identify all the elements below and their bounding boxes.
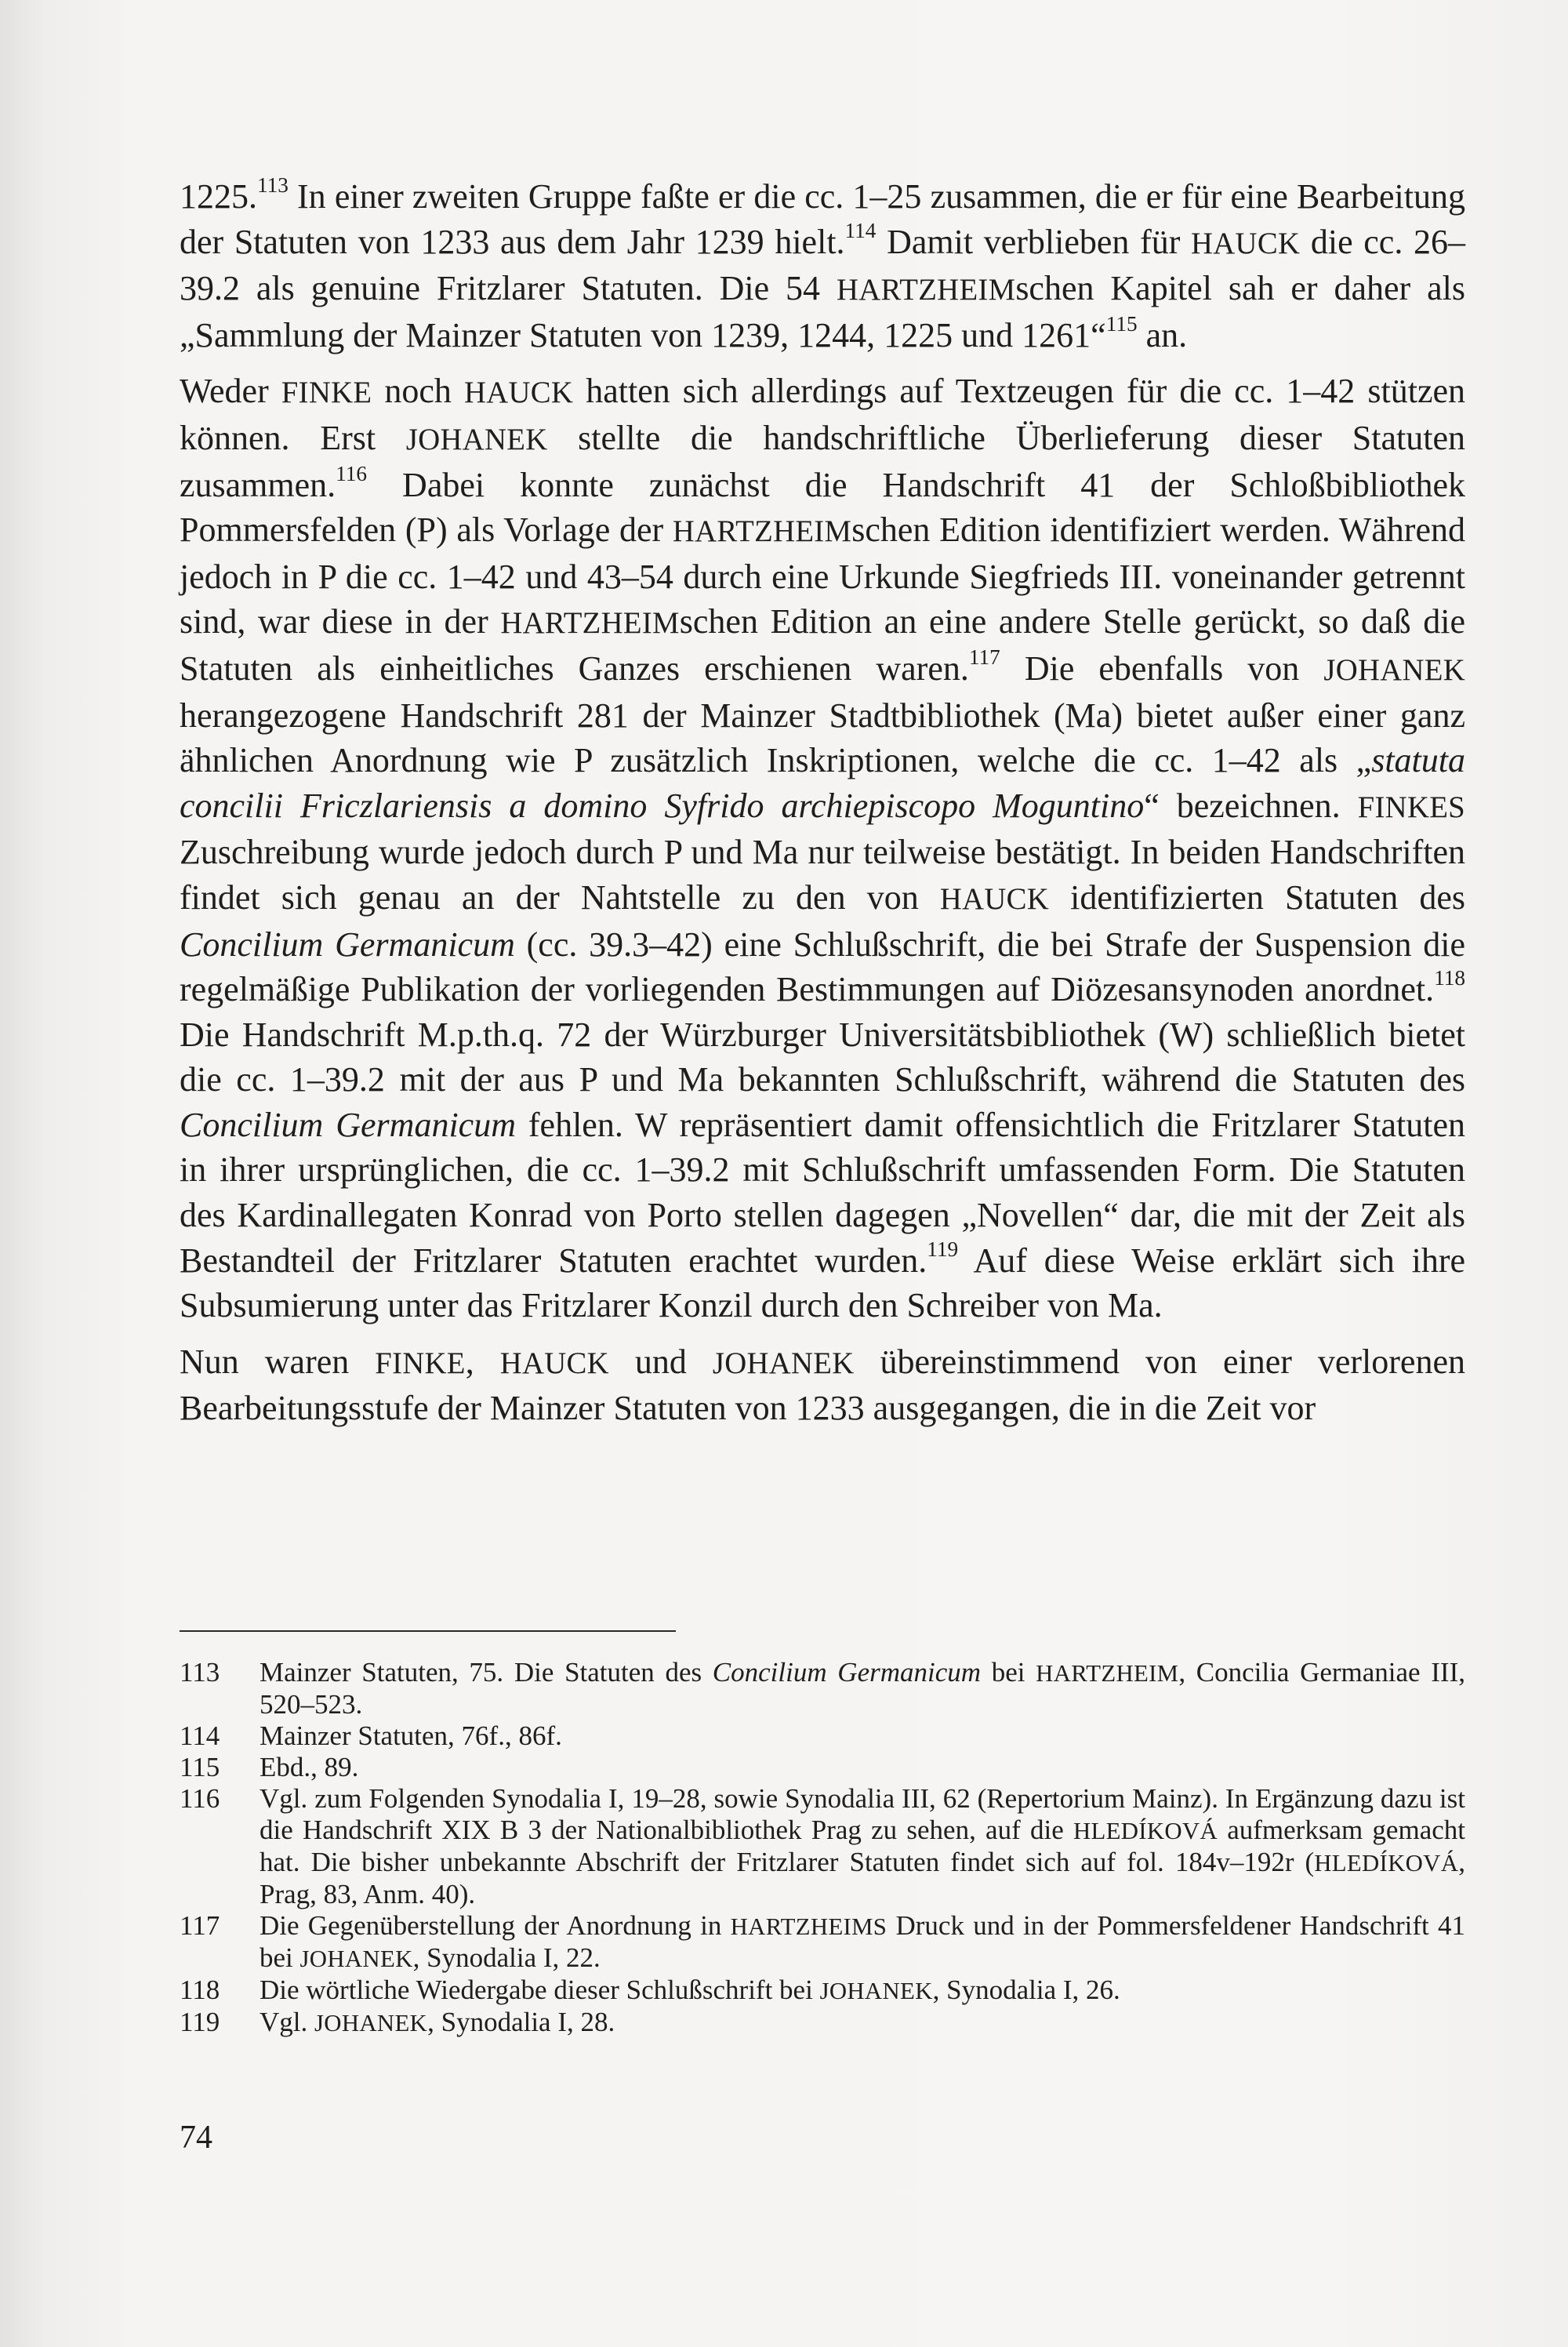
author-name: HAUCK [939, 881, 1049, 916]
author-name: HARTZHEIM [672, 514, 852, 549]
footnote-ref-113: 113 [257, 173, 289, 198]
text-run: schen Kapitel sah er daher als „Sammlung der Mainzer Statuten von 1239, 1244, 1225 und 1261“ [180, 269, 1465, 354]
paragraph-2 [180, 369, 1465, 1328]
footnote-text: Mainzer Statuten, 76f., 86f. [260, 1720, 562, 1751]
main-text [180, 174, 1465, 1442]
author-name: HARTZHEIM [1036, 1660, 1179, 1687]
text-run: Mainzer Statuten, 75. Die Statuten des [260, 1657, 713, 1688]
footnote-text [260, 1783, 1465, 1910]
footnote-text [260, 2007, 1465, 2039]
text-run: und [608, 1342, 713, 1381]
author-name: JOHANEK [314, 2010, 428, 2036]
text-run: , Synodalia I, 22. [412, 1942, 601, 1973]
text-run: (cc. 39.3–42) eine Schlußschrift, die bei Strafe der Suspension die regelmäßige Publikation der vorliegenden Bestimmungen auf Diözesansynoden anordnet. [180, 925, 1466, 1009]
author-name: JOHANEK [299, 1946, 413, 1972]
text-run: übereinstimmend von einer verlorenen Bearbeitungsstufe der Mainzer Statuten von 1233 ausgegangen, die in die Zeit vor [180, 1342, 1465, 1428]
author-name: JOHANEK [1323, 652, 1465, 687]
author-name: HLEDÍKOVÁ [1073, 1818, 1218, 1844]
text-run: Die Handschrift M.p.th.q. 72 der Würzburger Universitätsbibliothek (W) schließlich bietet die cc. 1–39.2 mit der aus P und Ma bekannten Schlußschrift, während die Statuten des [180, 1015, 1465, 1099]
latin-quote: statuta concilii Friczlariensis a domino Syfrido archiepiscopo Moguntino [180, 741, 1465, 825]
author-name: JOHANEK [819, 1978, 933, 2004]
author-name: HAUCK [1191, 226, 1301, 260]
text-run: an. [1137, 315, 1188, 354]
author-name: HLEDÍKOVÁ [1314, 1850, 1459, 1877]
text-run: Die ebenfalls von [1000, 649, 1324, 688]
text-run: Damit verblieben für [876, 222, 1192, 261]
footnote-number: 119 [180, 2007, 220, 2037]
footnote-ref-119: 119 [927, 1237, 959, 1261]
text-run: , Synodalia I, 26. [932, 1975, 1120, 2005]
author-name: HARTZHEIMS [730, 1913, 887, 1940]
author-name: FINKE [375, 1346, 466, 1380]
author-name: FINKES [1357, 790, 1465, 824]
footnote-text [260, 1657, 1465, 1720]
footnote-number: 115 [180, 1752, 220, 1782]
footnote-number: 113 [180, 1657, 220, 1688]
footnote-ref-116: 116 [336, 461, 368, 485]
text-run: 1225. [180, 177, 257, 216]
text-run: Druck und in der Pommersfeldener Handschrift 41 bei [260, 1910, 1466, 1973]
text-run: Die Gegenüberstellung der Anordnung in [260, 1910, 731, 1941]
footnote-117 [180, 1910, 1465, 1975]
author-name: HARTZHEIM [836, 273, 1016, 307]
footnote-116 [180, 1783, 1465, 1910]
author-name: FINKE [281, 376, 372, 410]
footnote-text: Ebd., 89. [260, 1752, 359, 1782]
text-run: aufmerksam gemacht hat. Die bisher unbekannte Abschrift der Fritzlarer Statuten findet sich auf fol. 184v–192r ( [260, 1815, 1465, 1877]
text-run: Nun waren [180, 1342, 376, 1381]
latin-term: Concilium Germanicum [180, 925, 515, 964]
footnote-ref-115: 115 [1105, 312, 1138, 336]
text-run: Weder [180, 372, 281, 411]
text-run: hatten sich allerdings auf Textzeugen für die cc. 1–42 stützen können. Erst [180, 372, 1466, 457]
text-run: noch [372, 372, 464, 411]
paragraph-3 [180, 1339, 1465, 1431]
footnote-115 [180, 1752, 1465, 1783]
author-name: JOHANEK [405, 422, 548, 456]
footnote-number: 117 [180, 1910, 220, 1941]
text-run: Die wörtliche Wiedergabe dieser Schlußschrift bei [260, 1975, 820, 2005]
text-run: , Synodalia I, 28. [427, 2007, 615, 2037]
text-run: In einer zweiten Gruppe faßte er die cc. 1–25 zusammen, die er für eine Bearbeitung der Statuten von 1233 aus dem Jahr 1239 hielt. [180, 177, 1465, 261]
text-run: die cc. 26–39.2 als genuine Fritzlarer Statuten. Die 54 [180, 222, 1465, 308]
author-name: HAUCK [463, 376, 574, 410]
footnote-113 [180, 1657, 1465, 1720]
text-run: “ bezeichnen. [1144, 786, 1358, 825]
text-run: , Concilia Germaniae III, 520–523. [260, 1657, 1465, 1720]
latin-term: Concilium Germanicum [712, 1657, 982, 1688]
text-run: schen Edition identifiziert werden. Während jedoch in P die cc. 1–42 und 43–54 durch eine Urkunde Siegfrieds III. voneinander getrennt sind, war diese in der [180, 510, 1465, 641]
text-run: herangezogene Handschrift 281 der Mainzer Stadtbibliothek (Ma) bietet außer einer ganz ähnlichen Anordnung wie P zusätzlich Inskriptionen, welche die cc. 1–42 als „ [180, 696, 1465, 780]
latin-term: Concilium Germanicum [180, 1105, 516, 1144]
text-run: Auf diese Weise erklärt sich ihre Subsumierung unter das Fritzlarer Konzil durch den Schreiber von Ma. [180, 1241, 1465, 1325]
footnote-ref-117: 117 [968, 645, 1000, 670]
footnote-separator [180, 1630, 676, 1632]
text-run: Vgl. zum Folgenden Synodalia I, 19–28, sowie Synodalia III, 62 (Repertorium Mainz). In Ergänzung dazu ist die Handschrift XIX B 3 der Nationalbibliothek Prag zu sehen, auf die [260, 1783, 1465, 1845]
author-name: JOHANEK [712, 1346, 855, 1380]
text-run: identifizierten Statuten des [1049, 877, 1465, 917]
text-run: Dabei konnte zunächst die Handschrift 41 der Schloßbibliothek Pommersfelden (P) als Vorlage der [180, 465, 1465, 550]
text-run: Vgl. [260, 2007, 314, 2037]
footnotes [180, 1657, 1465, 2039]
footnote-text [260, 1975, 1465, 2007]
footnote-114 [180, 1720, 1465, 1752]
footnote-ref-114: 114 [844, 218, 877, 242]
footnote-number: 116 [180, 1783, 220, 1814]
footnote-118 [180, 1975, 1465, 2007]
author-name: HAUCK [499, 1346, 609, 1380]
footnote-text [260, 1910, 1465, 1975]
text-run: Zuschreibung wurde jedoch durch P und Ma nur teilweise bestätigt. In beiden Handschriften findet sich genau an der Nahtstelle zu den von [180, 833, 1465, 917]
paragraph-1 [180, 174, 1465, 358]
footnote-number: 118 [180, 1975, 220, 2005]
page-number: 74 [180, 2120, 212, 2156]
text-run: stellte die handschriftliche Überlieferung dieser Statuten zusammen. [180, 418, 1466, 504]
text-run: schen Edition an eine andere Stelle gerückt, so daß die Statuten als einheitliches Ganzes erschienen waren. [180, 602, 1465, 688]
text-run: bei [981, 1657, 1036, 1688]
text-run: , Prag, 83, Anm. 40). [260, 1847, 1465, 1909]
text-run: , [465, 1342, 500, 1381]
text-run: fehlen. W repräsentiert damit offensichtlich die Fritzlarer Statuten in ihrer ursprünglichen, die cc. 1–39.2 mit Schlußschrift umfassenden Form. Die Statuten des Kardinallegaten Konrad von Porto stellen dagegen „Novellen“ dar, die mit der Zeit als Bestandteil der Fritzlarer Statuten erachtet wurden. [180, 1105, 1466, 1280]
footnote-number: 114 [180, 1720, 220, 1751]
footnote-119 [180, 2007, 1465, 2039]
author-name: HARTZHEIM [500, 606, 680, 641]
footnote-ref-118: 118 [1434, 966, 1465, 990]
